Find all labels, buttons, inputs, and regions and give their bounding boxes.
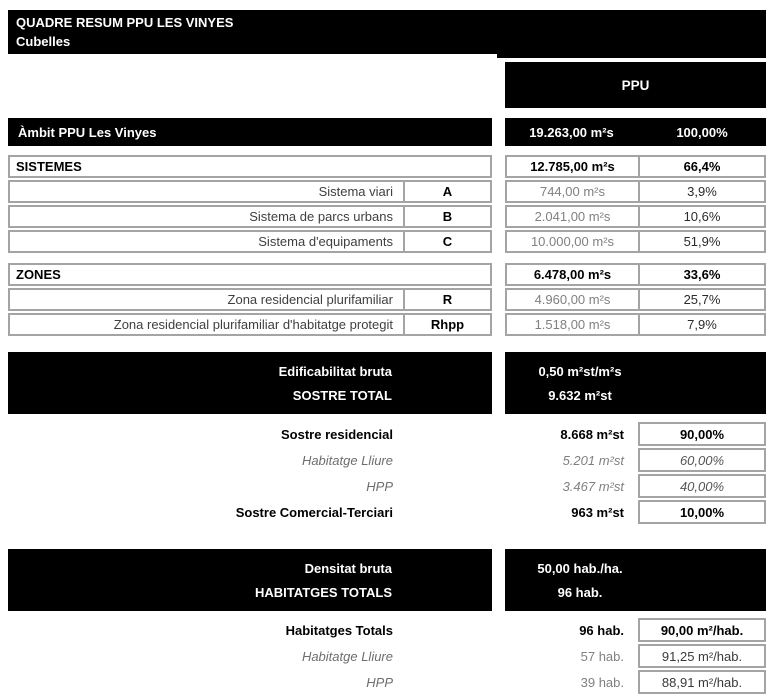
row-code: Rhpp [403,315,490,334]
row-label: HPP [366,674,393,690]
row-ratio-box: 91,25 m²/hab. [638,644,766,668]
habitatges-totals-value: 96 hab. [557,584,603,600]
row-pct: 25,7% [638,290,764,309]
row-value: 5.201 m²st [562,452,624,468]
title-bar-step [497,54,766,58]
row-pct-box: 60,00% [638,448,766,472]
row-pct: 3,9% [638,182,764,201]
edificabilitat-band-values [505,352,766,414]
row-label: Sistema d'equipaments [258,234,393,249]
sistemes-total-area: 12.785,00 m²s [530,159,615,174]
document-subtitle: Cubelles [16,34,71,49]
document-title: QUADRE RESUM PPU LES VINYES [16,15,234,30]
zones-total-pct: 33,6% [638,265,764,284]
row-label: Sistema viari [318,184,393,199]
row-value: 57 hab. [580,648,624,664]
title-bar [8,10,766,54]
row-ratio-box: 88,91 m²/hab. [638,670,766,694]
row-area: 1.518,00 m²s [534,317,611,332]
table-row [8,180,772,203]
zones-header-row [8,263,772,286]
row-code: A [403,182,490,201]
habitatges-row [8,644,772,668]
densitat-band-values [505,549,766,611]
ambit-pct-value: 100,00% [676,124,728,140]
row-value: 8.668 m²st [560,426,624,442]
habitatges-breakdown [0,618,772,696]
sostre-row [8,500,772,524]
row-label: Habitatge Lliure [301,648,393,664]
densitat-value: 50,00 hab./ha. [537,560,623,576]
row-label: Sostre Comercial-Terciari [235,504,393,520]
row-value: 3.467 m²st [562,478,624,494]
row-pct-box: 90,00% [638,422,766,446]
zones-total-area: 6.478,00 m²s [533,267,612,282]
row-pct: 10,6% [638,207,764,226]
table-row [8,230,772,253]
row-value: 39 hab. [580,674,624,690]
sostre-total-label: SOSTRE TOTAL [292,387,392,403]
row-ratio-box: 90,00 m²/hab. [638,618,766,642]
row-code: R [403,290,490,309]
sostre-total-value: 9.632 m²st [548,387,612,403]
column-header-ppu [505,62,766,108]
row-label: Zona residencial plurifamiliar [227,292,393,307]
table-row [8,313,772,336]
row-pct: 51,9% [638,232,764,251]
habitatges-totals-label: HABITATGES TOTALS [255,584,392,600]
ambit-values [505,118,766,146]
ambit-area-value: 19.263,00 m²s [529,124,614,140]
row-label: Zona residencial plurifamiliar d'habitatge protegit [113,317,393,332]
densitat-band-labels [8,549,492,611]
sistemes-title: SISTEMES [16,159,82,174]
sostre-row [8,448,772,472]
sistemes-table [0,155,772,255]
row-area: 744,00 m²s [539,184,606,199]
row-label: HPP [366,478,393,494]
row-area: 2.041,00 m²s [534,209,611,224]
row-area: 4.960,00 m²s [534,292,611,307]
row-area: 10.000,00 m²s [530,234,615,249]
row-label: Habitatges Totals [285,622,393,638]
table-row [8,205,772,228]
row-code: B [403,207,490,226]
edificabilitat-label: Edificabilitat bruta [278,363,392,379]
edificabilitat-value: 0,50 m²st/m²s [538,363,622,379]
sostre-row [8,474,772,498]
habitatges-row [8,670,772,694]
row-pct: 7,9% [638,315,764,334]
row-pct-box: 10,00% [638,500,766,524]
table-row [8,288,772,311]
sistemes-total-pct: 66,4% [638,157,764,176]
zones-title: ZONES [16,267,61,282]
row-label: Habitatge Lliure [301,452,393,468]
densitat-label: Densitat bruta [304,560,392,576]
zones-table [0,263,772,338]
row-value: 96 hab. [579,622,624,638]
edificabilitat-band-labels [8,352,492,414]
row-pct-box: 40,00% [638,474,766,498]
ambit-label: Àmbit PPU Les Vinyes [8,118,492,146]
row-value: 963 m²st [571,504,624,520]
row-code: C [403,232,490,251]
ambit-row [8,118,766,146]
sostre-row [8,422,772,446]
habitatges-row [8,618,772,642]
sostre-breakdown [0,422,772,526]
row-label: Sistema de parcs urbans [249,209,393,224]
row-label: Sostre residencial [281,426,393,442]
column-header-label: PPU [621,77,650,93]
sistemes-header-row [8,155,772,178]
